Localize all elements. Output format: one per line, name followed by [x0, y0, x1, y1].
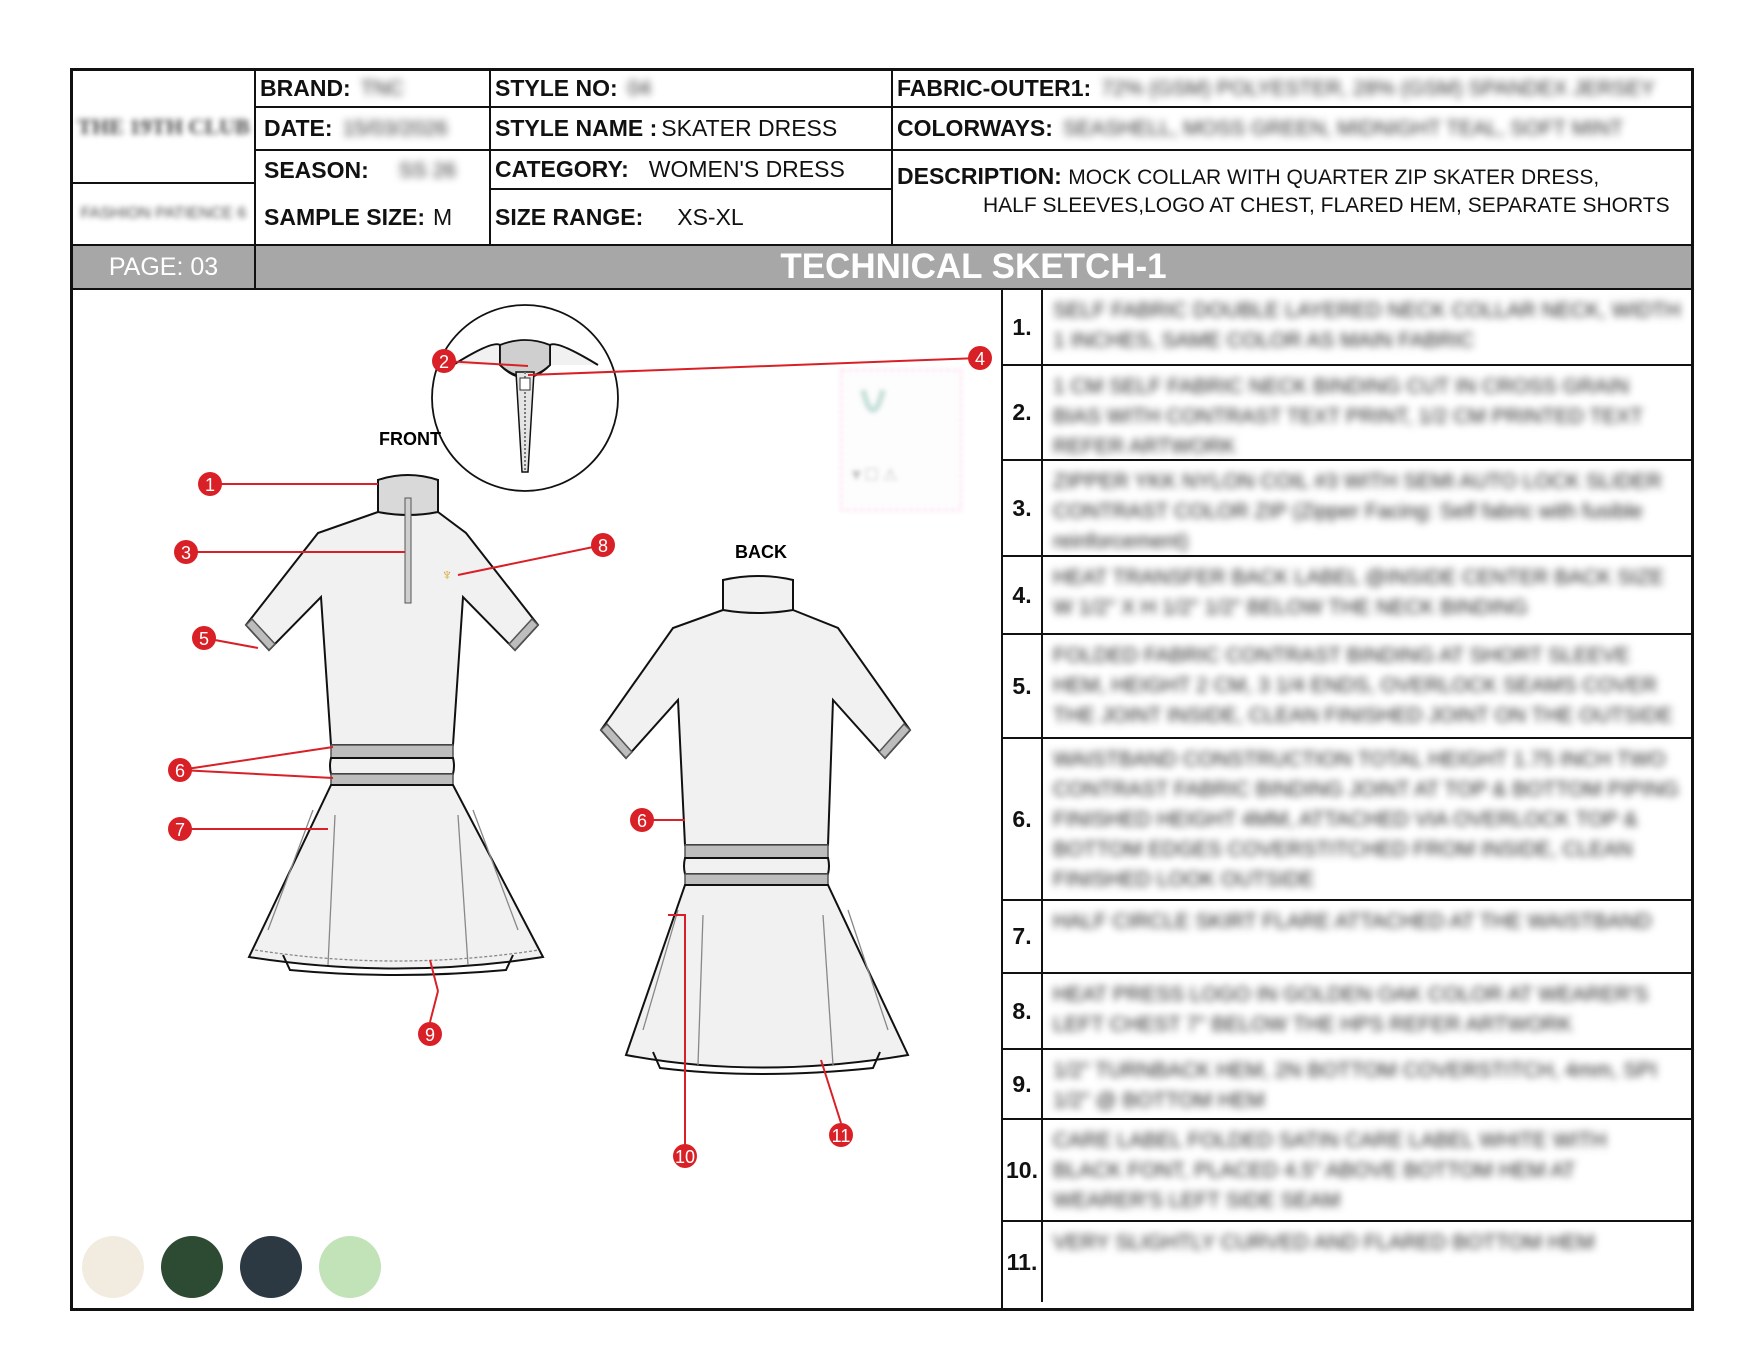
note-row — [1003, 1222, 1691, 1302]
sample-size-label: SAMPLE SIZE: — [264, 203, 426, 230]
style-no-label: STYLE NO: — [495, 75, 618, 101]
svg-text:1: 1 — [204, 475, 216, 495]
callout-11 — [829, 1123, 853, 1147]
svg-text:2: 2 — [438, 352, 450, 372]
svg-text:5: 5 — [198, 629, 210, 649]
callout-8 — [591, 533, 615, 557]
note-text: CARE LABEL FOLDED SATIN CARE LABEL WHITE WITH BLACK FONT, PLACED 4.5" ABOVE BOTTOM HEM AT WEARER'S LEFT SIDE SEAM — [1053, 1129, 1607, 1212]
note-row — [1003, 557, 1691, 635]
page-number: PAGE: 03 — [73, 246, 256, 288]
sketch-area — [73, 290, 1001, 1308]
callout-2 — [432, 349, 456, 373]
season-cell — [256, 151, 491, 190]
callout-6-back — [630, 808, 654, 832]
chest-logo-icon: ♆ — [441, 567, 453, 584]
sheet-title: TECHNICAL SKETCH-1 — [780, 247, 1167, 286]
construction-notes-table — [1001, 290, 1691, 1308]
date-cell — [256, 108, 491, 151]
brand-cell — [256, 71, 491, 108]
logo-cell — [73, 71, 256, 182]
style-name-value: SKATER DRESS — [661, 115, 838, 141]
note-row — [1003, 901, 1691, 974]
brand-logo: THE 19TH CLUB — [77, 113, 250, 139]
note-number: 11. — [1003, 1222, 1043, 1302]
style-no-value: 04 — [627, 76, 652, 100]
note-row — [1003, 739, 1691, 901]
season-label: SEASON: — [264, 157, 369, 183]
note-row — [1003, 366, 1691, 461]
callout-9 — [418, 1022, 442, 1046]
callout-3 — [174, 540, 198, 564]
sub-logo-cell — [73, 182, 256, 244]
date-label: DATE: — [264, 115, 333, 141]
note-text: SELF FABRIC DOUBLE LAYERED NECK COLLAR NECK, WIDTH 1 INCHES, SAME COLOR AS MAIN FABRIC — [1053, 299, 1681, 352]
note-text: VERY SLIGHTLY CURVED AND FLARED BOTTOM HEM — [1053, 1231, 1595, 1254]
note-text: WAISTBAND CONSTRUCTION TOTAL HEIGHT 1.75 INCH TWO CONTRAST FABRIC BINDING JOINT AT TOP & BOTTOM PIPING FINISHED HEIGHT 4MM, ATTACHED VIA OVERLOCK TOP & BOTTOM EDGES COVERSTITCHED FROM INSIDE, CLEAN FINISHED LOOK OUTSIDE — [1053, 748, 1679, 891]
sample-size-cell — [256, 190, 491, 244]
note-number: 8. — [1003, 974, 1043, 1048]
colorways-label: COLORWAYS: — [897, 115, 1053, 141]
front-dress — [246, 475, 543, 975]
note-text: ZIPPER YKK NYLON COIL #3 WITH SEMI AUTO LOCK SLIDER CONTRAST COLOR ZIP (Zipper Facing: Self fabric with fusible reinforcement) — [1053, 470, 1662, 553]
note-text: HEAT PRESS LOGO IN GOLDEN OAK COLOR AT WEARER'S LEFT CHEST 7" BELOW THE HPS REFER ARTWORK — [1053, 983, 1649, 1036]
fabric-cell — [893, 71, 1691, 108]
note-text: HALF CIRCLE SKIRT FLARE ATTACHED AT THE WAISTBAND — [1053, 910, 1652, 933]
note-row — [1003, 290, 1691, 366]
brand-value: TNC — [360, 76, 404, 100]
category-label: CATEGORY: — [495, 156, 629, 182]
note-number: 3. — [1003, 461, 1043, 555]
artwork-reference — [841, 370, 961, 510]
colorways-cell — [893, 108, 1691, 151]
note-number: 10. — [1003, 1120, 1043, 1220]
note-text: FOLDED FABRIC CONTRAST BINDING AT SHORT SLEEVE HEM, HEIGHT 2 CM, 3 1/4 ENDS, OVERLOCK SEAMS COVER THE JOINT INSIDE, CLEAN FINISHED JOINT ON THE OUTSIDE — [1053, 644, 1673, 727]
swatch-moss-green — [161, 1236, 223, 1298]
note-row — [1003, 635, 1691, 739]
svg-text:▼☐ ⚠: ▼☐ ⚠ — [848, 467, 898, 484]
fabric-value: 72% (GSM) POLYESTER, 28% (GSM) SPANDEX JERSEY — [1101, 76, 1655, 100]
note-text: 1 CM SELF FABRIC NECK BINDING CUT IN CROSS GRAIN BIAS WITH CONTRAST TEXT PRINT, 1/2 CM PRINTED TEXT REFER ARTWORK — [1053, 375, 1643, 458]
size-range-label: SIZE RANGE: — [495, 203, 644, 230]
svg-text:9: 9 — [424, 1025, 436, 1045]
svg-text:10: 10 — [674, 1147, 696, 1167]
note-row — [1003, 1120, 1691, 1222]
svg-text:4: 4 — [974, 349, 986, 369]
colorways-value: SEASHELL, MOSS GREEN, MIDNIGHT TEAL, SOFT MINT — [1062, 116, 1624, 140]
svg-text:8: 8 — [597, 536, 609, 556]
collar-detail-circle — [432, 305, 618, 491]
note-text: 1/2" TURNBACK HEM, 2N BOTTOM COVERSTITCH, 4mm, SPI 1/2" @ BOTTOM HEM — [1053, 1059, 1658, 1112]
description-line2: HALF SLEEVES,LOGO AT CHEST, FLARED HEM, SEPARATE SHORTS — [983, 194, 1670, 217]
note-number: 1. — [1003, 290, 1043, 364]
description-line1: MOCK COLLAR WITH QUARTER ZIP SKATER DRESS, — [1068, 166, 1600, 189]
swatch-soft-mint — [319, 1236, 381, 1298]
note-number: 6. — [1003, 739, 1043, 899]
description-label: DESCRIPTION: — [897, 163, 1062, 189]
style-name-cell — [491, 108, 893, 151]
note-row — [1003, 461, 1691, 557]
brand-label: BRAND: — [260, 75, 351, 101]
description-cell — [893, 151, 1691, 244]
back-label: BACK — [735, 542, 787, 562]
date-value: 15/03/2026 — [342, 116, 448, 140]
callout-4 — [968, 346, 992, 370]
callout-6-front — [168, 758, 192, 782]
front-label: FRONT — [379, 429, 441, 449]
swatch-midnight-teal — [240, 1236, 302, 1298]
note-number: 4. — [1003, 557, 1043, 633]
style-name-label: STYLE NAME : — [495, 115, 658, 141]
svg-text:7: 7 — [174, 820, 186, 840]
tech-pack-sheet — [70, 68, 1694, 1311]
category-cell — [491, 151, 893, 190]
note-text: HEAT TRANSFER BACK LABEL @INSIDE CENTER BACK SIZE W 1/2" X H 1/2" 1/2" BELOW THE NECK BINDING — [1053, 566, 1665, 619]
svg-text:6: 6 — [174, 761, 186, 781]
title-band — [73, 244, 1691, 290]
svg-text:11: 11 — [831, 1126, 851, 1146]
callout-5 — [192, 626, 216, 650]
swatch-seashell — [82, 1236, 144, 1298]
size-range-value: XS-XL — [677, 203, 744, 230]
note-number: 2. — [1003, 366, 1043, 459]
note-row — [1003, 974, 1691, 1050]
svg-text:3: 3 — [180, 543, 192, 563]
note-number: 5. — [1003, 635, 1043, 737]
note-row — [1003, 1050, 1691, 1120]
style-no-cell — [491, 71, 893, 108]
note-number: 9. — [1003, 1050, 1043, 1118]
svg-text:6: 6 — [636, 811, 648, 831]
size-range-cell — [491, 190, 893, 244]
sub-logo-text: FASHION PATIENCE 6 — [80, 205, 247, 222]
note-number: 7. — [1003, 901, 1043, 972]
callout-10 — [673, 1144, 697, 1168]
season-value: SS 26 — [398, 158, 457, 182]
category-value: WOMEN'S DRESS — [648, 156, 845, 182]
technical-sketch — [73, 290, 1001, 1308]
sample-size-value: M — [433, 203, 453, 230]
fabric-label: FABRIC-OUTER1: — [897, 75, 1092, 101]
callout-1 — [198, 472, 222, 496]
callout-7 — [168, 817, 192, 841]
